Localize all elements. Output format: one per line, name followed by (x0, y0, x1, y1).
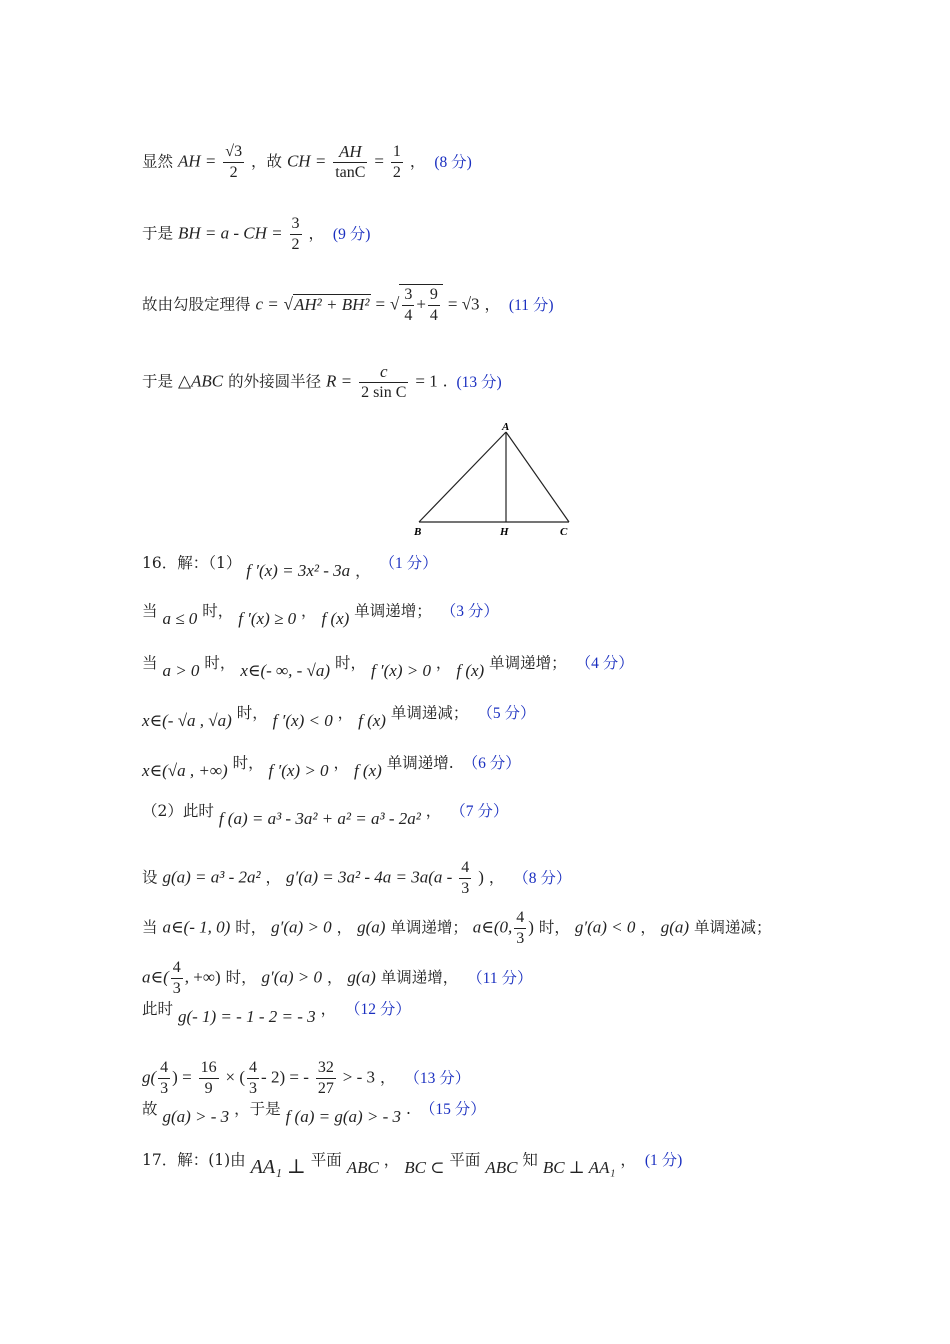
text: 单调递增； (354, 602, 432, 620)
text: 于是 (142, 372, 174, 391)
math: BH = a - CH = (177, 223, 283, 243)
text: ， (484, 295, 500, 314)
text: 当 (142, 602, 158, 620)
text: （2）此时 (142, 802, 214, 820)
math: g(- 1) = - 1 - 2 = - 3 (177, 1007, 316, 1026)
text: 单调递减； (694, 918, 772, 937)
math: x∈(- √a , √a) (142, 711, 232, 730)
solution-line (142, 552, 438, 580)
math: AA₁ ⊥ (250, 1156, 306, 1178)
math: ) (528, 917, 534, 937)
solution-line (142, 142, 472, 183)
text: 时， (236, 704, 268, 722)
solution-line (142, 702, 536, 730)
text: 平面 (310, 1151, 342, 1169)
fraction: $\frac{4}{3}$ (172, 959, 181, 997)
math: f ′(x) = 3x² - 3a (246, 561, 351, 580)
math: f (a) = g(a) > - 3 (285, 1107, 402, 1126)
text: ， (320, 1000, 337, 1018)
math: f (x) (456, 661, 485, 680)
math: + (416, 294, 426, 314)
fraction: $\frac{9}{4}$ (429, 286, 438, 324)
text: 时， (538, 918, 570, 937)
math: a > 0 (162, 661, 200, 680)
math: f (a) = a³ - 3a² + a² = a³ - 2a² (218, 809, 421, 828)
solution-line (142, 800, 509, 828)
math: x∈(- ∞, - √a) (240, 661, 331, 680)
math: R = (326, 371, 353, 391)
solution-line (142, 214, 370, 255)
math: a∈(- 1, 0) (162, 917, 231, 937)
math: a∈( (142, 967, 169, 987)
text: ， (383, 1151, 400, 1169)
score-label: （8 分） (513, 869, 572, 887)
text: ， (308, 224, 324, 243)
math: ABC (485, 1158, 518, 1177)
math: a∈(0, (472, 917, 513, 937)
text: 单调递增； (390, 918, 468, 937)
math: g(a) (660, 917, 690, 937)
vertex-label-c: C (560, 526, 568, 538)
fraction: $\frac{4}{3}$ (160, 1059, 169, 1097)
score-label: (13 分) (456, 373, 502, 391)
text: ， (337, 704, 354, 722)
solution-line: 故由勾股定理得 c = √AH² + BH² = √ $\frac{3}{4}$ + $\frac{9}{4}$ = √3 ， (11 分) (142, 286, 554, 324)
math: f ′(x) > 0 (268, 761, 329, 780)
text: ， (640, 918, 656, 937)
score-label: （7 分） (450, 803, 509, 820)
fraction: $\frac{c}{\text{2 sin C}}$ (361, 362, 407, 401)
math: , +∞) (184, 967, 221, 987)
text: 于是 (142, 224, 174, 243)
fraction: $\frac{√3}{2}$ (225, 143, 243, 181)
math: CH = (286, 151, 327, 171)
score-label: （6 分） (462, 755, 521, 772)
text: 时， (202, 602, 234, 620)
math: = √3 (447, 294, 480, 314)
text: ， (265, 868, 282, 887)
math: = (374, 151, 384, 171)
text: 单调递增， (380, 968, 459, 987)
vertex-label-h: H (500, 526, 509, 538)
text: 时， (335, 654, 367, 672)
math: g(a) (357, 917, 386, 937)
score-label: （12 分） (345, 1001, 411, 1018)
vertex-label-a: A (502, 421, 510, 433)
math: BC ⊂ (404, 1158, 445, 1177)
math: g′(a) > 0 (261, 967, 323, 987)
text: 时， (225, 968, 257, 987)
text: 单调递减； (390, 704, 469, 722)
math: f ′(x) < 0 (272, 711, 333, 730)
text: ， (336, 918, 353, 937)
text: 的外接圆半径 (228, 372, 322, 391)
solution-line (142, 362, 502, 403)
score-label: （5 分） (477, 705, 536, 722)
math: a ≤ 0 (162, 609, 198, 628)
solution-line (142, 1148, 683, 1178)
math: △ABC (177, 371, 224, 391)
text: ， (355, 562, 371, 580)
side-ac (506, 432, 569, 522)
math: BC ⊥ AA₁ (542, 1158, 616, 1177)
solution-line (142, 652, 634, 680)
fraction: $\frac{32}{27}$ (317, 1059, 334, 1097)
text: . (405, 1100, 411, 1118)
text: . (442, 372, 448, 391)
text: 显然 (142, 152, 174, 171)
side-ab (419, 432, 506, 522)
text: 知 (522, 1151, 538, 1169)
score-label: (9 分) (332, 225, 371, 243)
math: > - 3 (342, 1067, 375, 1087)
text: 平面 (449, 1151, 481, 1169)
solution-line (142, 858, 571, 899)
math: g( (142, 1067, 157, 1087)
triangle-figure (405, 418, 585, 542)
text: ， (620, 1151, 636, 1169)
math: f ′(x) > 0 (370, 661, 431, 680)
math: f (x) (321, 609, 350, 628)
math: f (x) (353, 761, 382, 780)
solution-line (142, 600, 499, 628)
text: 单调递增. (386, 754, 454, 772)
math: g′(a) > 0 (271, 917, 332, 937)
score-label: （11 分） (467, 969, 533, 987)
fraction: $\frac{4}{3}$ (516, 909, 525, 947)
math: ) = (172, 1067, 192, 1087)
text: ， (435, 654, 452, 672)
math: - 2) = - (261, 1067, 309, 1087)
score-label: (11 分) (508, 296, 554, 314)
text: 当 (142, 918, 158, 937)
text: ， (409, 152, 426, 171)
math: g′(a) = 3a² - 4a = 3a(a - (286, 867, 453, 887)
text: 时， (204, 654, 236, 672)
score-label: (8 分) (434, 153, 472, 171)
fraction: $\frac{AH}{\tan C}$ (335, 142, 366, 181)
math: x∈(√a , +∞) (142, 761, 228, 780)
score-label: （1 分） (379, 555, 438, 572)
solution-line (142, 958, 532, 999)
math: f (x) (358, 711, 386, 730)
math: g(a) (347, 967, 376, 987)
text: 设 (142, 868, 158, 887)
score-label: (1 分) (644, 1152, 683, 1169)
fraction: $\frac{1}{2}$ (392, 143, 401, 181)
score-label: （3 分） (440, 603, 499, 620)
text: ， (333, 754, 349, 772)
text: ， (488, 868, 505, 887)
math: AH = (177, 151, 217, 171)
math: g′(a) < 0 (574, 917, 636, 937)
fraction: $\frac{4}{3}$ (249, 1059, 258, 1097)
score-label: （4 分） (575, 655, 634, 672)
text: ， (326, 968, 343, 987)
score-label: （15 分） (419, 1101, 486, 1118)
math: c = (255, 294, 279, 314)
math: g(a) > - 3 (162, 1107, 230, 1126)
math: f ′(x) ≥ 0 (238, 609, 297, 628)
vertex-label-b: B (414, 526, 422, 538)
radicand: AH² + BH² (294, 294, 370, 314)
text: 故 (142, 1100, 158, 1118)
fraction: $\frac{16}{9}$ (200, 1059, 217, 1097)
solution-line (142, 998, 411, 1026)
solution-line (142, 1098, 486, 1126)
score-label: （13 分） (404, 1069, 471, 1087)
text: ， (301, 602, 317, 620)
text: ， (425, 802, 442, 820)
text: ，于是 (234, 1100, 281, 1118)
math: = (375, 294, 386, 314)
math: ) (478, 867, 484, 887)
math: × ( (225, 1067, 246, 1087)
text: 故由勾股定理得 (142, 295, 251, 314)
fraction: $\frac{3}{4}$ (404, 286, 413, 324)
text: ， (379, 1068, 396, 1087)
text: 单调递增； (489, 654, 567, 672)
text: 时， (232, 754, 264, 772)
math: ABC (346, 1158, 379, 1177)
text: 当 (142, 654, 158, 672)
fraction: $\frac{4}{3}$ (461, 859, 470, 897)
text: 17．解：(1)由 (142, 1151, 246, 1169)
solution-line (142, 1058, 470, 1099)
solution-line (142, 752, 521, 780)
text: 时， (235, 918, 267, 937)
text: ，故 (251, 152, 283, 171)
solution-line (142, 908, 772, 949)
text: 此时 (142, 1000, 174, 1018)
fraction: $\frac{3}{2}$ (291, 215, 300, 253)
math: g(a) = a³ - 2a² (162, 867, 261, 887)
math: = 1 (415, 371, 438, 391)
text: 16．解：（1） (142, 554, 242, 572)
